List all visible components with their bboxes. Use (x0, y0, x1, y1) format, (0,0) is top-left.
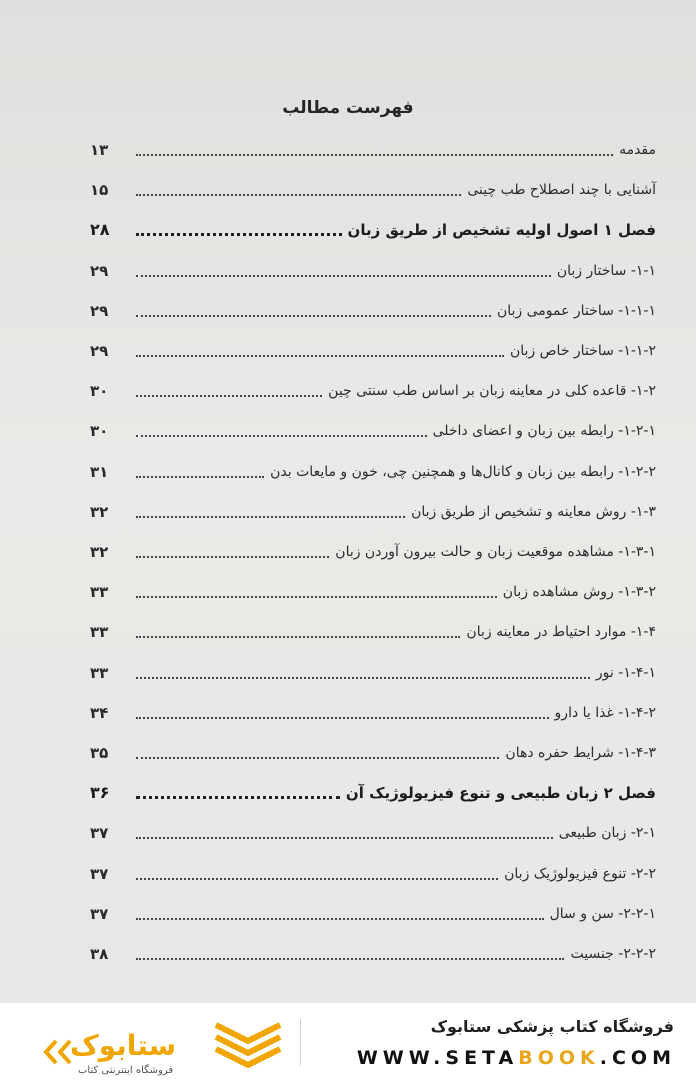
toc-leader-dots (136, 677, 590, 679)
toc-page-number: ۳۷ (90, 824, 109, 842)
toc-entry-label: ۱-۳-۲- روش مشاهده زبان (502, 584, 656, 600)
toc-page-number: ۳۳ (90, 664, 109, 682)
toc-leader-dots (136, 476, 264, 478)
toc-entry-row (90, 862, 656, 884)
toc-leader-dots (136, 878, 498, 880)
toc-leader-dots (136, 275, 551, 277)
toc-leader-dots (136, 516, 405, 518)
toc-entry-label: فصل ۱ اصول اولیه تشخیص از طریق زبان (347, 221, 656, 239)
toc-leader-dots (136, 596, 497, 598)
toc-page-number: ۲۹ (90, 262, 109, 280)
toc-entry-row (90, 178, 656, 200)
toc-entry-row (90, 299, 656, 321)
logo-divider (300, 1019, 301, 1065)
toc-leader-dots (136, 958, 564, 960)
toc-page-number: ۳۴ (90, 704, 109, 722)
toc-entry-row (90, 580, 656, 602)
toc-entry-label: ۱-۲-۲- رابطه بین زبان و کانال‌ها و همچنین چی، خون و مایعات بدن (270, 464, 656, 480)
toc-page-number: ۳۳ (90, 623, 109, 641)
toc-entry-label: ۱-۱-۲- ساختار خاص زبان (509, 343, 656, 359)
toc-chapter-row (90, 781, 656, 803)
toc-entry-label: ۱-۳-۱- مشاهده موقعیت زبان و حالت بیرون آوردن زبان (335, 544, 656, 560)
toc-page-number: ۱۳ (90, 141, 109, 159)
toc-leader-dots (136, 395, 322, 397)
toc-entry-row (90, 259, 656, 281)
toc-entry-row (90, 460, 656, 482)
toc-page-number: ۲۹ (90, 302, 109, 320)
toc-entry-label: ۱-۴-۱- نور (595, 665, 656, 681)
toc-entry-row (90, 540, 656, 562)
toc-leader-dots (136, 918, 544, 920)
toc-leader-dots (136, 556, 329, 558)
toc-entry-row (90, 339, 656, 361)
toc-entry-row (90, 902, 656, 924)
url-part-1: WWW.SETA (356, 1047, 519, 1069)
toc-leader-dots (136, 233, 342, 236)
toc-entry-label: مقدمه (619, 142, 656, 158)
toc-chapter-row (90, 218, 656, 240)
toc-entry-label: ۱-۴- موارد احتیاط در معاینه زبان (466, 624, 656, 640)
toc-entry-row (90, 419, 656, 441)
url-part-2: BOOK (518, 1047, 600, 1069)
toc-entry-label: ۱-۴-۳- شرایط حفره دهان (505, 745, 656, 761)
store-url-link[interactable] (357, 1047, 676, 1069)
store-name: فروشگاه کتاب پزشکی ستابوک (430, 1017, 674, 1036)
toc-entry-label: ۲-۲-۱- سن و سال (549, 906, 656, 922)
toc-page-number: ۲۹ (90, 342, 109, 360)
toc-page-number: ۳۷ (90, 865, 109, 883)
toc-entry-row (90, 500, 656, 522)
toc-entry-label: ۲-۲- تنوع فیزیولوژیک زبان (504, 866, 656, 882)
toc-page-number: ۳۳ (90, 583, 109, 601)
toc-entry-row (90, 620, 656, 642)
toc-leader-dots (136, 796, 340, 799)
toc-entry-label: ۱-۲- قاعده کلی در معاینه زبان بر اساس طب سنتی چین (328, 383, 656, 399)
toc-leader-dots (136, 757, 499, 759)
toc-entry-label: ۱-۲-۱- رابطه بین زبان و اعضای داخلی (432, 423, 656, 439)
toc-entry-row (90, 701, 656, 723)
toc-leader-dots (136, 154, 613, 156)
toc-leader-dots (136, 315, 491, 317)
toc-entry-row (90, 661, 656, 683)
toc-entry-label: ۱-۱-۱- ساختار عمومی زبان (496, 303, 656, 319)
toc-page-number: ۱۵ (90, 181, 109, 199)
toc-entry-row (90, 379, 656, 401)
toc-entry-label: ۱-۱- ساختار زبان (556, 263, 656, 279)
url-part-3: .COM (599, 1047, 676, 1069)
toc-leader-dots (136, 717, 549, 719)
toc-page-number: ۳۷ (90, 905, 109, 923)
logo-wordmark-text: ستابوک (70, 1029, 177, 1062)
toc-page-number: ۳۰ (90, 382, 109, 400)
toc-leader-dots (136, 636, 460, 638)
toc-entry-row (90, 821, 656, 843)
toc-entry-row (90, 138, 656, 160)
toc-page-number: ۳۸ (90, 945, 109, 963)
book-stack-icon (208, 1017, 288, 1069)
toc-entry-label: ۲-۲-۲- جنسیت (570, 946, 656, 962)
toc-entry-row (90, 741, 656, 763)
toc-entry-row (90, 942, 656, 964)
toc-page-number: ۳۲ (90, 543, 109, 561)
toc-leader-dots (136, 194, 461, 196)
toc-page-number: ۳۱ (90, 463, 109, 481)
toc-entry-label: ۲-۱- زبان طبیعی (558, 825, 656, 841)
toc-leader-dots (136, 435, 427, 437)
logo-subtext: فروشگاه اینترنتی کتاب (78, 1065, 174, 1076)
toc-page-number: ۳۵ (90, 744, 109, 762)
toc-title: فهرست مطالب (282, 98, 414, 118)
toc-page-number: ۲۸ (90, 220, 110, 239)
toc-leader-dots (136, 837, 553, 839)
setabook-logo[interactable] (18, 1015, 198, 1076)
toc-entry-label: آشنایی با چند اصطلاح طب چینی (467, 182, 656, 198)
toc-entry-label: فصل ۲ زبان طبیعی و تنوع فیزیولوژیک آن (345, 784, 656, 802)
toc-leader-dots (136, 355, 504, 357)
toc-page-number: ۳۲ (90, 503, 109, 521)
toc-entry-label: ۱-۴-۲- غذا یا دارو (554, 705, 656, 721)
toc-page-number: ۳۰ (90, 422, 109, 440)
toc-entry-label: ۱-۳- روش معاینه و تشخیص از طریق زبان (411, 504, 656, 520)
store-footer (0, 1003, 696, 1080)
toc-page-number: ۳۶ (90, 783, 110, 802)
